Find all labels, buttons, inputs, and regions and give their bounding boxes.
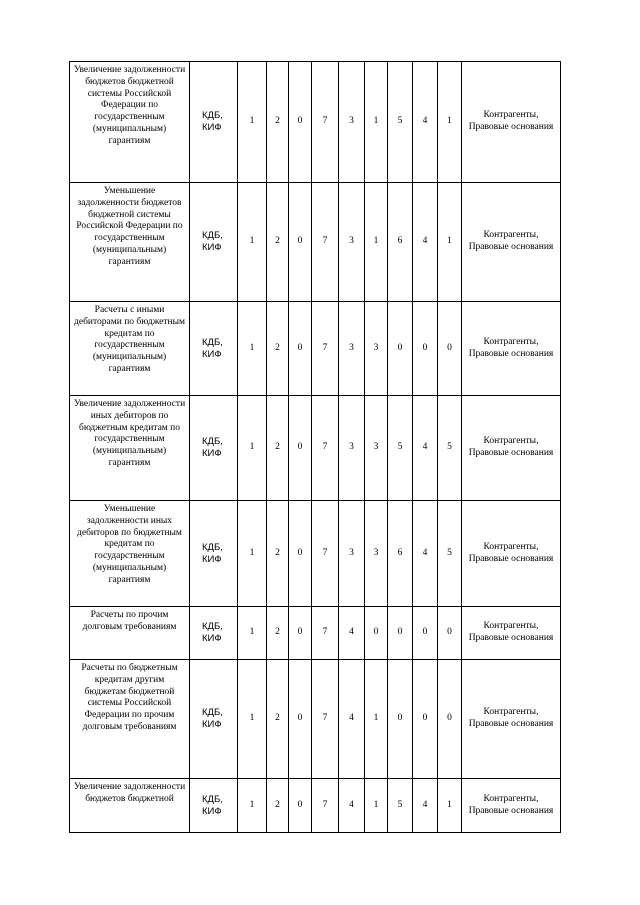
account-digit-cell: 3 (339, 183, 365, 302)
account-digit-cell: 0 (289, 302, 312, 396)
account-digit-cell: 4 (339, 660, 365, 779)
account-digit-cell: 1 (238, 62, 267, 183)
account-digit-cell: 2 (267, 779, 289, 833)
table-row (70, 302, 561, 396)
account-digit-cell: 5 (388, 62, 413, 183)
account-name-cell: Уменьшение задолженности бюджетов бюджетной системы Российской Федерации по государственным (муниципальным) гарантиям (70, 183, 190, 302)
account-name-cell: Расчеты по прочим долговым требованиям (70, 607, 190, 660)
account-digit-cell: 1 (365, 660, 388, 779)
account-digit-cell: 4 (413, 62, 438, 183)
account-digit-cell: 5 (438, 501, 462, 607)
account-digit-cell: 4 (339, 779, 365, 833)
account-digit-cell: 0 (438, 607, 462, 660)
account-digit-cell: 7 (312, 660, 339, 779)
account-digit-cell: 1 (238, 302, 267, 396)
analytics-cell: Контрагенты, Правовые основания (462, 396, 561, 501)
code-cell: КДБ, КИФ (190, 607, 238, 660)
account-digit-cell: 0 (388, 660, 413, 779)
account-digit-cell: 2 (267, 183, 289, 302)
table-row (70, 501, 561, 607)
account-name-cell: Уменьшение задолженности иных дебиторов по бюджетным кредитам по государственным (муниципальным) гарантиям (70, 501, 190, 607)
table-row (70, 660, 561, 779)
code-cell: КДБ, КИФ (190, 660, 238, 779)
account-digit-cell: 3 (339, 302, 365, 396)
analytics-cell: Контрагенты, Правовые основания (462, 302, 561, 396)
account-digit-cell: 1 (438, 779, 462, 833)
account-digit-cell: 2 (267, 501, 289, 607)
analytics-cell: Контрагенты, Правовые основания (462, 607, 561, 660)
code-cell: КДБ, КИФ (190, 183, 238, 302)
analytics-cell: Контрагенты, Правовые основания (462, 501, 561, 607)
account-digit-cell: 0 (438, 302, 462, 396)
analytics-cell: Контрагенты, Правовые основания (462, 779, 561, 833)
account-digit-cell: 7 (312, 779, 339, 833)
account-digit-cell: 4 (413, 183, 438, 302)
account-digit-cell: 1 (438, 62, 462, 183)
analytics-cell: Контрагенты, Правовые основания (462, 62, 561, 183)
account-digit-cell: 0 (289, 779, 312, 833)
account-digit-cell: 0 (413, 660, 438, 779)
account-digit-cell: 7 (312, 302, 339, 396)
account-digit-cell: 2 (267, 396, 289, 501)
account-digit-cell: 0 (438, 660, 462, 779)
account-digit-cell: 3 (365, 396, 388, 501)
code-cell: КДБ, КИФ (190, 779, 238, 833)
code-cell: КДБ, КИФ (190, 302, 238, 396)
account-digit-cell: 1 (238, 779, 267, 833)
account-digit-cell: 7 (312, 62, 339, 183)
account-digit-cell: 1 (238, 183, 267, 302)
account-digit-cell: 4 (413, 501, 438, 607)
account-digit-cell: 7 (312, 183, 339, 302)
account-digit-cell: 0 (365, 607, 388, 660)
account-digit-cell: 5 (438, 396, 462, 501)
code-cell: КДБ, КИФ (190, 501, 238, 607)
account-digit-cell: 0 (289, 501, 312, 607)
account-digit-cell: 3 (365, 501, 388, 607)
account-ledger-table (69, 61, 561, 833)
account-digit-cell: 0 (413, 607, 438, 660)
table-row (70, 62, 561, 183)
account-name-cell: Расчеты с иными дебиторами по бюджетным кредитам по государственным (муниципальным) гарантиям (70, 302, 190, 396)
account-digit-cell: 1 (365, 62, 388, 183)
ledger-body (70, 62, 561, 833)
account-digit-cell: 2 (267, 302, 289, 396)
account-digit-cell: 0 (388, 302, 413, 396)
analytics-cell: Контрагенты, Правовые основания (462, 660, 561, 779)
account-digit-cell: 6 (388, 183, 413, 302)
account-digit-cell: 0 (289, 183, 312, 302)
account-digit-cell: 0 (413, 302, 438, 396)
account-digit-cell: 4 (413, 779, 438, 833)
table-row (70, 779, 561, 833)
account-digit-cell: 3 (339, 62, 365, 183)
account-digit-cell: 0 (289, 62, 312, 183)
account-name-cell: Расчеты по бюджетным кредитам другим бюджетам бюджетной системы Российской Федерации по прочим долговым требованиям (70, 660, 190, 779)
account-digit-cell: 2 (267, 62, 289, 183)
account-digit-cell: 1 (365, 779, 388, 833)
account-digit-cell: 3 (339, 501, 365, 607)
code-cell: КДБ, КИФ (190, 62, 238, 183)
code-cell: КДБ, КИФ (190, 396, 238, 501)
account-name-cell: Увеличение задолженности бюджетов бюджетной системы Российской Федерации по государственным (муниципальным) гарантиям (70, 62, 190, 183)
table-row (70, 607, 561, 660)
account-digit-cell: 0 (289, 660, 312, 779)
account-digit-cell: 5 (388, 779, 413, 833)
account-digit-cell: 4 (339, 607, 365, 660)
account-digit-cell: 0 (388, 607, 413, 660)
account-digit-cell: 7 (312, 607, 339, 660)
account-digit-cell: 3 (339, 396, 365, 501)
table-row (70, 183, 561, 302)
account-digit-cell: 1 (238, 660, 267, 779)
analytics-cell: Контрагенты, Правовые основания (462, 183, 561, 302)
account-digit-cell: 4 (413, 396, 438, 501)
account-digit-cell: 1 (238, 396, 267, 501)
account-digit-cell: 1 (365, 183, 388, 302)
account-digit-cell: 5 (388, 396, 413, 501)
account-digit-cell: 7 (312, 396, 339, 501)
account-digit-cell: 3 (365, 302, 388, 396)
account-digit-cell: 6 (388, 501, 413, 607)
account-name-cell: Увеличение задолженности иных дебиторов по бюджетным кредитам по государственным (муниципальным) гарантиям (70, 396, 190, 501)
account-digit-cell: 2 (267, 607, 289, 660)
account-digit-cell: 1 (238, 607, 267, 660)
account-digit-cell: 0 (289, 607, 312, 660)
account-digit-cell: 2 (267, 660, 289, 779)
account-digit-cell: 1 (238, 501, 267, 607)
account-name-cell: Увеличение задолженности бюджетов бюджетной (70, 779, 190, 833)
account-digit-cell: 1 (438, 183, 462, 302)
table-row (70, 396, 561, 501)
account-digit-cell: 0 (289, 396, 312, 501)
account-digit-cell: 7 (312, 501, 339, 607)
